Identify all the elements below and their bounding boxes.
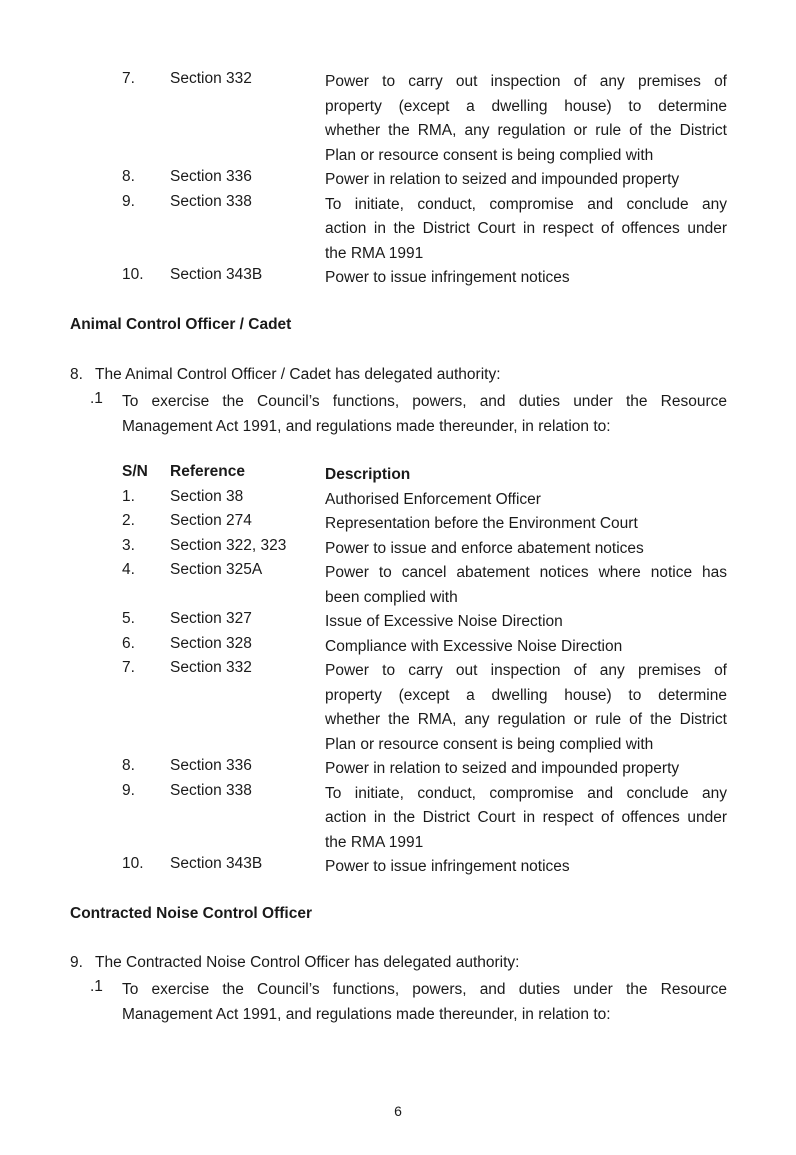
description-line: Representation before the Environment Court	[325, 515, 638, 532]
row-number: 7.	[122, 70, 135, 87]
paragraph-number: 8.	[70, 366, 83, 383]
row-number: 1.	[122, 487, 135, 505]
description-line: Power to issue and enforce abatement notices	[325, 539, 644, 557]
column-header-sn: S/N	[122, 463, 148, 480]
description-line: action in the District Court in respect of offences under	[325, 809, 727, 826]
row-description	[325, 266, 727, 291]
row-reference: Section 343B	[170, 855, 263, 872]
row-description	[325, 488, 727, 513]
description-line: property (except a dwelling house) to determine	[325, 686, 727, 704]
description-line: action in the District Court in respect of offences under	[325, 220, 727, 237]
row-description	[325, 659, 727, 757]
section-heading-animal-control: Animal Control Officer / Cadet	[70, 316, 292, 333]
row-number: 10.	[122, 266, 144, 283]
description-line: whether the RMA, any regulation or rule of the District	[325, 122, 727, 139]
row-description	[325, 782, 727, 856]
description-line: To initiate, conduct, compromise and conclude any	[325, 195, 727, 213]
row-reference: Section 336	[170, 168, 252, 185]
row-description	[325, 635, 727, 660]
subparagraph-number: .1	[90, 390, 103, 407]
description-line: the RMA 1991	[325, 244, 424, 262]
subparagraph-number: .1	[90, 978, 103, 995]
section-heading-noise-control: Contracted Noise Control Officer	[70, 905, 312, 922]
row-number: 9.	[122, 192, 135, 210]
subparagraph-line: To exercise the Council’s functions, powers, and duties under the Resource	[122, 981, 727, 998]
row-description	[325, 70, 727, 168]
description-line: property (except a dwelling house) to determine	[325, 97, 727, 115]
row-reference: Section 338	[170, 192, 252, 210]
row-reference: Section 327	[170, 610, 252, 627]
row-reference: Section 336	[170, 757, 252, 774]
row-reference: Section 338	[170, 781, 252, 799]
paragraph-number: 9.	[70, 954, 83, 971]
row-reference: Section 343B	[170, 266, 263, 283]
description-line: Power to carry out inspection of any premises of	[325, 662, 727, 679]
row-number: 7.	[122, 659, 135, 676]
row-reference: Section 328	[170, 634, 252, 652]
row-description	[325, 512, 727, 537]
row-number: 2.	[122, 512, 135, 529]
row-reference: Section 322, 323	[170, 536, 287, 554]
description-line: To initiate, conduct, compromise and conclude any	[325, 784, 727, 802]
subparagraph-line: To exercise the Council’s functions, powers, and duties under the Resource	[122, 393, 727, 410]
description-line: Power to issue infringement notices	[325, 269, 570, 286]
description-line: the RMA 1991	[325, 833, 424, 851]
description-line: Plan or resource consent is being complied with	[325, 735, 654, 753]
row-description	[325, 537, 727, 562]
row-description	[325, 855, 727, 880]
description-line: Plan or resource consent is being complied with	[325, 146, 654, 164]
description-line: Power in relation to seized and impounded property	[325, 760, 680, 777]
description-line: Issue of Excessive Noise Direction	[325, 613, 563, 630]
page-number: 6	[394, 1103, 402, 1119]
row-description	[325, 757, 727, 782]
subparagraph-text	[122, 390, 727, 439]
description-line: Power to issue infringement notices	[325, 858, 570, 875]
row-number: 10.	[122, 855, 144, 872]
row-reference: Section 332	[170, 70, 252, 87]
row-description	[325, 168, 727, 193]
subparagraph-text	[122, 978, 727, 1027]
row-number: 3.	[122, 536, 135, 554]
description-line: Power to cancel abatement notices where notice has	[325, 564, 727, 581]
row-description	[325, 193, 727, 267]
description-line: Compliance with Excessive Noise Direction	[325, 637, 623, 655]
description-line: whether the RMA, any regulation or rule of the District	[325, 711, 727, 728]
row-description	[325, 610, 727, 635]
row-description	[325, 561, 727, 610]
column-header-reference: Reference	[170, 463, 245, 480]
row-number: 8.	[122, 757, 135, 774]
row-reference: Section 325A	[170, 561, 263, 578]
description-line: Authorised Enforcement Officer	[325, 490, 541, 508]
row-reference: Section 274	[170, 512, 252, 529]
column-header-description: Description	[325, 466, 411, 483]
row-reference: Section 332	[170, 659, 252, 676]
subparagraph-line: Management Act 1991, and regulations made thereunder, in relation to:	[122, 417, 611, 435]
row-number: 8.	[122, 168, 135, 185]
description-line: been complied with	[325, 588, 458, 606]
row-number: 5.	[122, 610, 135, 627]
paragraph-text: The Animal Control Officer / Cadet has delegated authority:	[95, 366, 501, 383]
row-number: 4.	[122, 561, 135, 578]
row-number: 6.	[122, 634, 135, 652]
description-line: Power in relation to seized and impounded property	[325, 171, 680, 188]
subparagraph-line: Management Act 1991, and regulations made thereunder, in relation to:	[122, 1005, 611, 1023]
paragraph-text: The Contracted Noise Control Officer has delegated authority:	[95, 954, 520, 971]
description-line: Power to carry out inspection of any premises of	[325, 73, 727, 90]
row-reference: Section 38	[170, 487, 244, 505]
row-number: 9.	[122, 781, 135, 799]
